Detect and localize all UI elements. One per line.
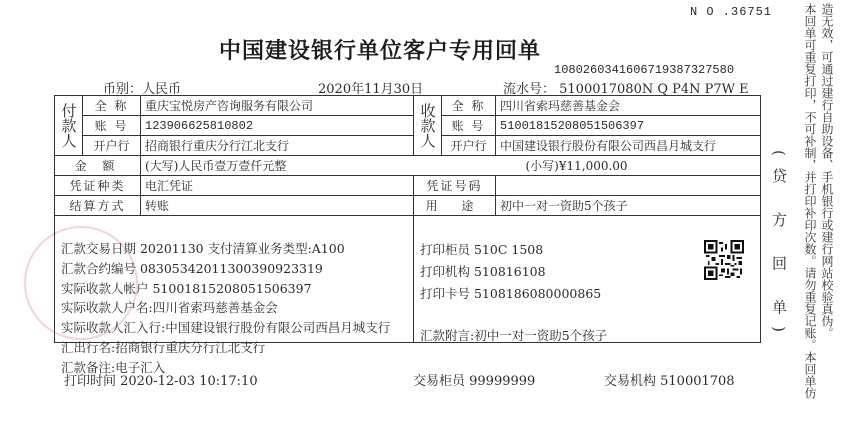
- voucher-number: [496, 176, 761, 196]
- remittance-details: [61, 239, 390, 378]
- payer-name-label: 全 称: [83, 96, 141, 116]
- payee-name: 四川省索玛慈善基金会: [496, 96, 761, 116]
- payee-bank: 中国建设银行股份有限公司西昌月城支行: [496, 136, 761, 156]
- table-row: [55, 196, 761, 216]
- purpose-label: 用 途: [414, 196, 496, 216]
- payer-account: 123906625810802: [141, 116, 414, 136]
- detail-line: 汇款备注:电子汇入: [61, 359, 166, 375]
- table-row: [55, 156, 761, 176]
- purpose: 初中一对一资助5个孩子: [496, 196, 761, 216]
- receipt-type-tag: (贷 方 回 单): [770, 150, 788, 345]
- side-note: 造无效，可通过建行自助设备、手机银行或建行网站校验真伪。: [820, 3, 834, 339]
- payer-account-label: 账 号: [83, 116, 141, 136]
- table-row: [55, 176, 761, 196]
- voucher-number-label: 凭证号码: [414, 176, 496, 196]
- settlement-method: 转账: [141, 196, 414, 216]
- detail-line: 打印柜员 510C 1508: [420, 242, 544, 257]
- payee-account: 51001815208051506397: [496, 116, 761, 136]
- detail-line: 打印机构 510816108: [420, 264, 546, 279]
- remittance-remark: 汇款附言:初中一对一资助5个孩子: [420, 328, 608, 343]
- payer-bank-label: 开户行: [83, 136, 141, 156]
- flow-number: 流水号： 5100017080N Q P4N P7W E: [503, 82, 749, 97]
- transaction-date: 2020年11月30日: [318, 82, 424, 97]
- transaction-organization: 交易机构 510001708: [604, 374, 735, 389]
- side-note: 本回单可重复打印，不可补制，并打印补印次数。请勿重复记账。本回单仿: [803, 3, 817, 399]
- detail-line: 打印卡号 5108186080000865: [420, 286, 602, 301]
- currency-label: 币别：人民币: [103, 82, 182, 97]
- transaction-teller: 交易柜员 99999999: [413, 374, 536, 389]
- detail-line: 汇出行名:招商银行重庆分行江北支行: [61, 339, 266, 355]
- serial-number: N O .36751: [690, 5, 773, 19]
- payer-name: 重庆宝悦房产咨询服务有限公司: [141, 96, 414, 116]
- table-row: [55, 136, 761, 156]
- detail-line: 汇款合约编号 08305342011300390923319: [61, 260, 323, 276]
- payer-tag: 付款人: [55, 96, 83, 156]
- payee-tag: 收款人: [414, 96, 442, 156]
- payee-name-label: 全 称: [442, 96, 496, 116]
- qr-code-icon: [704, 240, 744, 280]
- print-time: 打印时间 2020-12-03 10:17:10: [64, 374, 258, 389]
- detail-line: 实际收款人帐户 51001815208051506397: [61, 280, 312, 296]
- settlement-label: 结算方式: [55, 196, 141, 216]
- table-row: [55, 96, 761, 116]
- receipt-title: 中国建设银行单位客户专用回单: [218, 39, 541, 64]
- voucher-type-label: 凭证种类: [55, 176, 141, 196]
- detail-line: 实际收款人户名:四川省索玛慈善基金会: [61, 300, 278, 316]
- amount-in-words: (大写)人民币壹万壹仟元整: [141, 156, 496, 176]
- table-row: [55, 116, 761, 136]
- reference-code: 1080260341606719387327580: [554, 63, 735, 77]
- payee-account-label: 账 号: [442, 116, 496, 136]
- detail-line: 实际收款人汇入行:中国建设银行股份有限公司西昌月城支行: [61, 320, 391, 336]
- voucher-type: 电汇凭证: [141, 176, 414, 196]
- print-details: [420, 239, 601, 305]
- amount-in-figures: (小写)¥11,000.00: [496, 156, 761, 176]
- payee-bank-label: 开户行: [442, 136, 496, 156]
- detail-line: 汇款交易日期 20201130 支付清算业务类型:A100: [61, 241, 345, 256]
- amount-label: 金 额: [55, 156, 141, 176]
- payer-bank: 招商银行重庆分行江北支行: [141, 136, 414, 156]
